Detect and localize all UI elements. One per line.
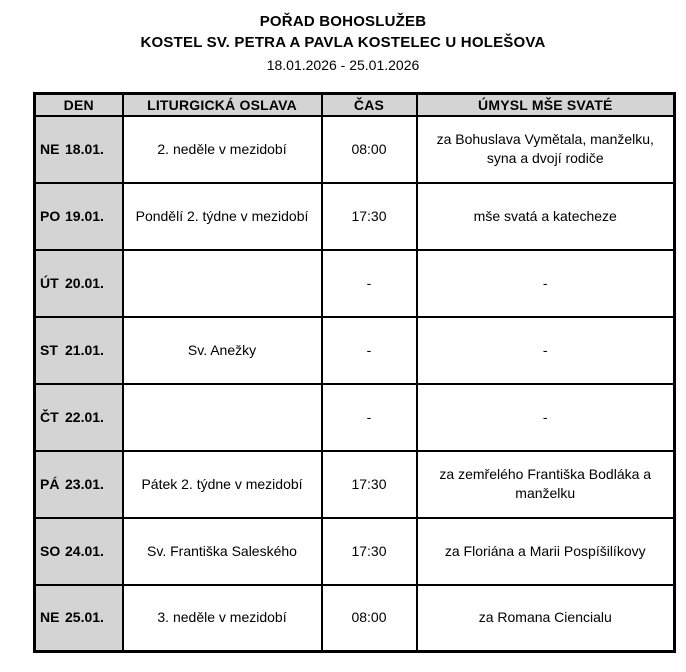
intention-cell: za Romana Ciencialu <box>417 585 675 652</box>
intention-cell: - <box>417 250 675 317</box>
time-cell: - <box>322 384 417 451</box>
column-header-intention: ÚMYSL MŠE SVATÉ <box>417 94 675 116</box>
table-row <box>35 183 675 250</box>
day-cell <box>35 116 123 183</box>
time-cell: - <box>322 317 417 384</box>
intention-cell: za Floriána a Marii Pospíšilíkovy <box>417 518 675 585</box>
day-cell <box>35 384 123 451</box>
day-date: 23.01. <box>65 475 104 492</box>
day-date: 25.01. <box>65 609 104 626</box>
intention-cell: - <box>417 384 675 451</box>
celebration-cell <box>123 250 322 317</box>
day-cell <box>35 518 123 585</box>
table-row <box>35 384 675 451</box>
time-cell: 17:30 <box>322 451 417 518</box>
page-title: POŘAD BOHOSLUŽEB <box>259 13 427 30</box>
intention-cell: - <box>417 317 675 384</box>
table-row <box>35 116 675 183</box>
time-cell: 17:30 <box>322 183 417 250</box>
time-cell: 08:00 <box>322 585 417 652</box>
day-abbr: PO <box>40 207 61 224</box>
day-cell <box>35 317 123 384</box>
day-cell <box>35 183 123 250</box>
day-cell <box>35 250 123 317</box>
celebration-cell: 2. neděle v mezidobí <box>123 116 322 183</box>
table-row <box>35 250 675 317</box>
celebration-cell <box>123 384 322 451</box>
celebration-cell: Sv. Františka Saleského <box>123 518 322 585</box>
day-date: 22.01. <box>65 408 104 425</box>
time-cell: 08:00 <box>322 116 417 183</box>
column-header-celebration: LITURGICKÁ OSLAVA <box>123 94 322 116</box>
day-date: 19.01. <box>65 207 104 224</box>
day-date: 21.01. <box>65 341 104 358</box>
celebration-cell: Sv. Anežky <box>123 317 322 384</box>
day-abbr: ST <box>40 341 58 358</box>
intention-cell: za Bohuslava Vymětala, manželku, syna a dvojí rodiče <box>417 116 675 183</box>
day-cell <box>35 585 123 652</box>
intention-cell: za zemřelého Františka Bodláka a manželku <box>417 451 675 518</box>
page-subtitle: KOSTEL SV. PETRA A PAVLA KOSTELEC U HOLEŠOVA <box>140 34 546 51</box>
table-row <box>35 317 675 384</box>
table-header-row <box>35 94 675 116</box>
day-abbr: ČT <box>40 408 59 425</box>
day-abbr: PÁ <box>40 475 60 492</box>
intention-cell: mše svatá a katecheze <box>417 183 675 250</box>
schedule-table <box>33 92 676 653</box>
day-date: 18.01. <box>65 140 104 157</box>
time-cell: - <box>322 250 417 317</box>
table-row <box>35 585 675 652</box>
celebration-cell: Pátek 2. týdne v mezidobí <box>123 451 322 518</box>
column-header-time: ČAS <box>322 94 417 116</box>
date-range: 18.01.2026 - 25.01.2026 <box>266 57 420 73</box>
table-row <box>35 451 675 518</box>
day-cell <box>35 451 123 518</box>
day-abbr: ÚT <box>40 274 59 291</box>
celebration-cell: Pondělí 2. týdne v mezidobí <box>123 183 322 250</box>
day-abbr: NE <box>40 609 60 626</box>
celebration-cell: 3. neděle v mezidobí <box>123 585 322 652</box>
day-date: 20.01. <box>65 274 104 291</box>
day-date: 24.01. <box>65 542 104 559</box>
document-header <box>0 0 686 75</box>
table-row <box>35 518 675 585</box>
time-cell: 17:30 <box>322 518 417 585</box>
column-header-day: DEN <box>35 94 123 116</box>
day-abbr: NE <box>40 140 60 157</box>
day-abbr: SO <box>40 542 61 559</box>
